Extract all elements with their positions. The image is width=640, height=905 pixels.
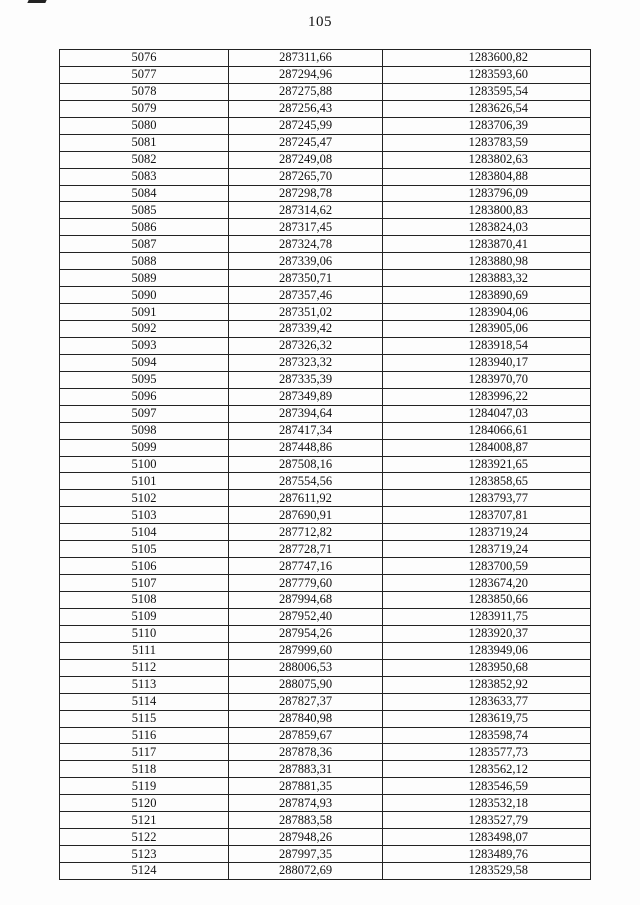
y-coordinate-cell: 1283940,17 — [383, 354, 591, 371]
x-coordinate-cell: 287954,26 — [229, 625, 383, 642]
x-coordinate-cell: 287883,31 — [229, 761, 383, 778]
y-coordinate-cell: 1283804,88 — [383, 168, 591, 185]
y-coordinate-cell: 1283905,06 — [383, 321, 591, 338]
y-coordinate-cell: 1283970,70 — [383, 371, 591, 388]
y-coordinate-cell: 1283796,09 — [383, 185, 591, 202]
y-coordinate-cell: 1283824,03 — [383, 219, 591, 236]
point-number-cell: 5097 — [60, 405, 229, 422]
y-coordinate-cell: 1283870,41 — [383, 236, 591, 253]
point-number-cell: 5081 — [60, 134, 229, 151]
table-row — [60, 422, 591, 439]
x-coordinate-cell: 287323,32 — [229, 354, 383, 371]
y-coordinate-cell: 1283577,73 — [383, 744, 591, 761]
y-coordinate-cell: 1283800,83 — [383, 202, 591, 219]
y-coordinate-cell: 1283593,60 — [383, 66, 591, 83]
y-coordinate-cell: 1283858,65 — [383, 473, 591, 490]
point-number-cell: 5099 — [60, 439, 229, 456]
point-number-cell: 5078 — [60, 83, 229, 100]
point-number-cell: 5115 — [60, 710, 229, 727]
x-coordinate-cell: 287249,08 — [229, 151, 383, 168]
point-number-cell: 5122 — [60, 829, 229, 846]
x-coordinate-cell: 287999,60 — [229, 642, 383, 659]
x-coordinate-cell: 288075,90 — [229, 676, 383, 693]
x-coordinate-cell: 287712,82 — [229, 524, 383, 541]
y-coordinate-cell: 1284066,61 — [383, 422, 591, 439]
x-coordinate-cell: 287265,70 — [229, 168, 383, 185]
point-number-cell: 5103 — [60, 507, 229, 524]
x-coordinate-cell: 287349,89 — [229, 388, 383, 405]
table-row — [60, 625, 591, 642]
table-row — [60, 117, 591, 134]
y-coordinate-cell: 1283595,54 — [383, 83, 591, 100]
table-row — [60, 608, 591, 625]
scan-artifact — [27, 0, 46, 3]
table-row — [60, 236, 591, 253]
point-number-cell: 5117 — [60, 744, 229, 761]
point-number-cell: 5105 — [60, 541, 229, 558]
table-row — [60, 337, 591, 354]
y-coordinate-cell: 1283911,75 — [383, 608, 591, 625]
x-coordinate-cell: 287311,66 — [229, 50, 383, 67]
y-coordinate-cell: 1283489,76 — [383, 846, 591, 863]
point-number-cell: 5089 — [60, 270, 229, 287]
table-row — [60, 727, 591, 744]
y-coordinate-cell: 1283904,06 — [383, 304, 591, 321]
point-number-cell: 5114 — [60, 693, 229, 710]
table-row — [60, 795, 591, 812]
y-coordinate-cell: 1283719,24 — [383, 541, 591, 558]
x-coordinate-cell: 287256,43 — [229, 100, 383, 117]
x-coordinate-cell: 287827,37 — [229, 693, 383, 710]
table-row — [60, 219, 591, 236]
point-number-cell: 5123 — [60, 846, 229, 863]
point-number-cell: 5095 — [60, 371, 229, 388]
table-row — [60, 575, 591, 592]
y-coordinate-cell: 1283619,75 — [383, 710, 591, 727]
y-coordinate-cell: 1283532,18 — [383, 795, 591, 812]
point-number-cell: 5101 — [60, 473, 229, 490]
y-coordinate-cell: 1283850,66 — [383, 592, 591, 609]
y-coordinate-cell: 1283883,32 — [383, 270, 591, 287]
x-coordinate-cell: 287245,99 — [229, 117, 383, 134]
table-row — [60, 863, 591, 880]
point-number-cell: 5077 — [60, 66, 229, 83]
coordinates-table-body — [60, 50, 591, 880]
point-number-cell: 5106 — [60, 558, 229, 575]
point-number-cell: 5098 — [60, 422, 229, 439]
point-number-cell: 5083 — [60, 168, 229, 185]
point-number-cell: 5080 — [60, 117, 229, 134]
x-coordinate-cell: 287728,71 — [229, 541, 383, 558]
x-coordinate-cell: 287952,40 — [229, 608, 383, 625]
x-coordinate-cell: 287394,64 — [229, 405, 383, 422]
x-coordinate-cell: 287881,35 — [229, 778, 383, 795]
table-row — [60, 456, 591, 473]
x-coordinate-cell: 287357,46 — [229, 287, 383, 304]
x-coordinate-cell: 287874,93 — [229, 795, 383, 812]
x-coordinate-cell: 287324,78 — [229, 236, 383, 253]
point-number-cell: 5108 — [60, 592, 229, 609]
y-coordinate-cell: 1283598,74 — [383, 727, 591, 744]
point-number-cell: 5124 — [60, 863, 229, 880]
point-number-cell: 5092 — [60, 321, 229, 338]
point-number-cell: 5086 — [60, 219, 229, 236]
table-row — [60, 287, 591, 304]
point-number-cell: 5094 — [60, 354, 229, 371]
y-coordinate-cell: 1283802,63 — [383, 151, 591, 168]
y-coordinate-cell: 1283793,77 — [383, 490, 591, 507]
point-number-cell: 5079 — [60, 100, 229, 117]
y-coordinate-cell: 1283719,24 — [383, 524, 591, 541]
x-coordinate-cell: 288006,53 — [229, 659, 383, 676]
x-coordinate-cell: 287859,67 — [229, 727, 383, 744]
point-number-cell: 5107 — [60, 575, 229, 592]
x-coordinate-cell: 288072,69 — [229, 863, 383, 880]
point-number-cell: 5120 — [60, 795, 229, 812]
point-number-cell: 5102 — [60, 490, 229, 507]
x-coordinate-cell: 287448,86 — [229, 439, 383, 456]
y-coordinate-cell: 1283707,81 — [383, 507, 591, 524]
x-coordinate-cell: 287997,35 — [229, 846, 383, 863]
point-number-cell: 5111 — [60, 642, 229, 659]
table-row — [60, 659, 591, 676]
y-coordinate-cell: 1283633,77 — [383, 693, 591, 710]
table-row — [60, 50, 591, 67]
point-number-cell: 5104 — [60, 524, 229, 541]
y-coordinate-cell: 1283890,69 — [383, 287, 591, 304]
table-row — [60, 710, 591, 727]
x-coordinate-cell: 287508,16 — [229, 456, 383, 473]
x-coordinate-cell: 287747,16 — [229, 558, 383, 575]
x-coordinate-cell: 287554,56 — [229, 473, 383, 490]
table-row — [60, 744, 591, 761]
table-row — [60, 151, 591, 168]
table-row — [60, 321, 591, 338]
point-number-cell: 5090 — [60, 287, 229, 304]
table-row — [60, 829, 591, 846]
x-coordinate-cell: 287314,62 — [229, 202, 383, 219]
x-coordinate-cell: 287294,96 — [229, 66, 383, 83]
x-coordinate-cell: 287335,39 — [229, 371, 383, 388]
table-row — [60, 66, 591, 83]
x-coordinate-cell: 287417,34 — [229, 422, 383, 439]
x-coordinate-cell: 287350,71 — [229, 270, 383, 287]
x-coordinate-cell: 287994,68 — [229, 592, 383, 609]
table-row — [60, 524, 591, 541]
y-coordinate-cell: 1283600,82 — [383, 50, 591, 67]
point-number-cell: 5093 — [60, 337, 229, 354]
table-row — [60, 270, 591, 287]
table-row — [60, 541, 591, 558]
x-coordinate-cell: 287840,98 — [229, 710, 383, 727]
y-coordinate-cell: 1283921,65 — [383, 456, 591, 473]
table-row — [60, 304, 591, 321]
x-coordinate-cell: 287245,47 — [229, 134, 383, 151]
table-row — [60, 812, 591, 829]
y-coordinate-cell: 1283706,39 — [383, 117, 591, 134]
table-row — [60, 642, 591, 659]
table-row — [60, 134, 591, 151]
point-number-cell: 5076 — [60, 50, 229, 67]
point-number-cell: 5121 — [60, 812, 229, 829]
table-row — [60, 676, 591, 693]
y-coordinate-cell: 1283498,07 — [383, 829, 591, 846]
table-row — [60, 490, 591, 507]
page-number: 105 — [308, 14, 332, 30]
table-row — [60, 185, 591, 202]
table-row — [60, 592, 591, 609]
table-row — [60, 253, 591, 270]
table-row — [60, 778, 591, 795]
table-row — [60, 693, 591, 710]
x-coordinate-cell: 287351,02 — [229, 304, 383, 321]
table-row — [60, 507, 591, 524]
point-number-cell: 5091 — [60, 304, 229, 321]
x-coordinate-cell: 287326,32 — [229, 337, 383, 354]
y-coordinate-cell: 1283918,54 — [383, 337, 591, 354]
table-row — [60, 473, 591, 490]
y-coordinate-cell: 1283783,59 — [383, 134, 591, 151]
table-row — [60, 405, 591, 422]
table-row — [60, 100, 591, 117]
table-row — [60, 168, 591, 185]
point-number-cell: 5112 — [60, 659, 229, 676]
point-number-cell: 5118 — [60, 761, 229, 778]
x-coordinate-cell: 287275,88 — [229, 83, 383, 100]
table-row — [60, 846, 591, 863]
x-coordinate-cell: 287878,36 — [229, 744, 383, 761]
y-coordinate-cell: 1283920,37 — [383, 625, 591, 642]
table-row — [60, 202, 591, 219]
x-coordinate-cell: 287298,78 — [229, 185, 383, 202]
y-coordinate-cell: 1283950,68 — [383, 659, 591, 676]
y-coordinate-cell: 1284047,03 — [383, 405, 591, 422]
point-number-cell: 5119 — [60, 778, 229, 795]
y-coordinate-cell: 1283996,22 — [383, 388, 591, 405]
table-row — [60, 439, 591, 456]
y-coordinate-cell: 1283527,79 — [383, 812, 591, 829]
point-number-cell: 5096 — [60, 388, 229, 405]
table-row — [60, 83, 591, 100]
point-number-cell: 5113 — [60, 676, 229, 693]
point-number-cell: 5116 — [60, 727, 229, 744]
x-coordinate-cell: 287317,45 — [229, 219, 383, 236]
point-number-cell: 5109 — [60, 608, 229, 625]
point-number-cell: 5088 — [60, 253, 229, 270]
point-number-cell: 5100 — [60, 456, 229, 473]
y-coordinate-cell: 1283529,58 — [383, 863, 591, 880]
y-coordinate-cell: 1283562,12 — [383, 761, 591, 778]
point-number-cell: 5084 — [60, 185, 229, 202]
point-number-cell: 5110 — [60, 625, 229, 642]
x-coordinate-cell: 287339,06 — [229, 253, 383, 270]
y-coordinate-cell: 1283700,59 — [383, 558, 591, 575]
point-number-cell: 5085 — [60, 202, 229, 219]
x-coordinate-cell: 287690,91 — [229, 507, 383, 524]
table-row — [60, 388, 591, 405]
point-number-cell: 5087 — [60, 236, 229, 253]
coordinates-table — [59, 49, 591, 880]
x-coordinate-cell: 287779,60 — [229, 575, 383, 592]
y-coordinate-cell: 1283852,92 — [383, 676, 591, 693]
x-coordinate-cell: 287883,58 — [229, 812, 383, 829]
y-coordinate-cell: 1284008,87 — [383, 439, 591, 456]
table-row — [60, 558, 591, 575]
table-row — [60, 371, 591, 388]
x-coordinate-cell: 287611,92 — [229, 490, 383, 507]
x-coordinate-cell: 287339,42 — [229, 321, 383, 338]
x-coordinate-cell: 287948,26 — [229, 829, 383, 846]
y-coordinate-cell: 1283546,59 — [383, 778, 591, 795]
y-coordinate-cell: 1283626,54 — [383, 100, 591, 117]
y-coordinate-cell: 1283880,98 — [383, 253, 591, 270]
table-row — [60, 354, 591, 371]
table-row — [60, 761, 591, 778]
point-number-cell: 5082 — [60, 151, 229, 168]
y-coordinate-cell: 1283674,20 — [383, 575, 591, 592]
y-coordinate-cell: 1283949,06 — [383, 642, 591, 659]
